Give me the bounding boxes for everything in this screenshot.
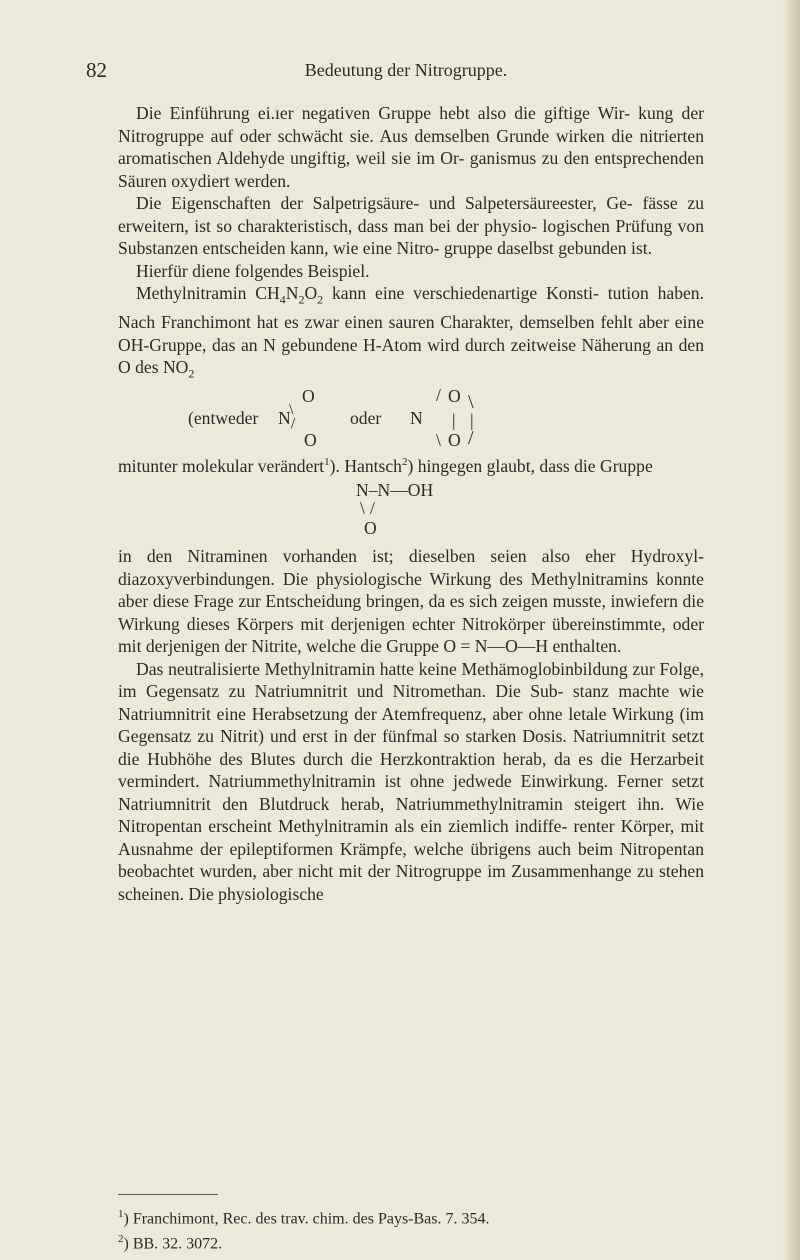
paragraph-5: mitunter molekular verändert$^1$). Hantsch$^2$) hingegen glaubt, dass die Gruppe	[118, 455, 653, 476]
page-edge-shadow	[782, 0, 800, 1260]
page-number: 82	[86, 58, 107, 82]
page-header	[86, 58, 726, 84]
footnote-divider	[118, 1194, 218, 1195]
footnote-2: $^2$) BB. 32. 3072.	[118, 1233, 223, 1253]
paragraph-7: Das neutralisierte Methylnitramin hatte keine Methämoglobinbildung zur Folge, im Gegensatz zu Natriumnitrit und Nitromethan. Die Sub- stanz machte wie Natriumnitrit eine Herabsetzung der Atemfrequenz, aber ohne letale Wirkung (im Gegensatz zu Nitrit) und erst in der fünfmal so starken Dosis. Natriumnitrit setzt die Hubhöhe des Blutes durch die Herzkontraktion herab, da es die Herzarbeit vermindert. Natriummethylnitramin ist ohne jedwede Einwirkung. Ferner setzt Natriumnitrit den Blutdruck herab, Natriummethylnitramin steigert ihn. Wie Nitropentan erscheint Methylnitramin als ein ziemlich indiffe- renter Körper, mit Ausnahme der epileptiformen Krämpfe, welche übrigens auch beim Nitropentan beobachtet wurden, aber nicht mit der Nitrogruppe im Zusammenhange zu stehen scheinen. Die physiologische	[118, 658, 704, 904]
running-title: Bedeutung der Nitrogruppe.	[304, 60, 508, 80]
footnote-ref-1: 1	[324, 456, 330, 469]
footnotes	[118, 1204, 698, 1255]
formula-o-upper-2: O	[448, 386, 461, 407]
footnote-ref-2: 2	[401, 456, 408, 469]
formula-oder: oder	[350, 408, 382, 429]
paragraph-1: Die Einführung ei.ıer negativen Gruppe hebt also die giftige Wir- kung der Nitrogruppe auf oder schwächt sie. Aus demselben Grunde wirken die nitrierten aromatischen Aldehyde ungiftig, weil sie im Or- ganismus zu den entsprechenden Säuren oxydiert werden.	[118, 103, 704, 191]
formula-n1: N	[278, 408, 291, 429]
hantsch-formula-top: N–N—OH	[356, 480, 434, 501]
body-text	[118, 102, 704, 905]
paragraph-4: Methylnitramin $CH_4N_2O_2$ kann eine verschiedenartige Konsti- tution haben. Nach Franchimont hat es zwar einen sauren Charakter, demselben fehlt aber eine OH-Gruppe, das an N gebundene H-Atom wird durch zeitweise Näherung an den O des $NO_2$	[118, 283, 704, 381]
paragraph-2: Die Eigenschaften der Salpetrigsäure- und Salpetersäureester, Ge- fässe zu erweitern, ist so charakteristisch, dass man bei der physio- logischen Prüfung von Substanzen entscheiden kann, wie eine Nitro- gruppe daselbst gebunden ist.	[118, 193, 704, 258]
paragraph-3: Hierfür diene folgendes Beispiel.	[136, 260, 370, 281]
formula-o-lower-1: O	[304, 430, 317, 451]
hantsch-formula-bottom: O	[364, 518, 377, 539]
hantsch-group-formula: N–N—OH \ / O	[356, 480, 434, 539]
formula-o-lower-2: O	[448, 430, 461, 451]
formula-entweder: (entweder	[188, 408, 259, 429]
paragraph-6: in den Nitraminen vorhanden ist; dieselben seien also eher Hydroxyl- diazoxyverbindungen. Die physiologische Wirkung des Methylnitramins konnte aber diese Frage zur Entscheidung bringen, da es sich zeigen musste, inwiefern die Wirkung dieses Körpers mit derjenigen echter Nitrokörper übereinstimmte, oder mit derjenigen der Nitrite, welche die Gruppe O = N—O—H enthalten.	[118, 546, 704, 657]
footnote-1: $^1$) Franchimont, Rec. des trav. chim. des Pays-Bas. 7. 354.	[118, 1208, 490, 1228]
formula-o-upper-1: O	[302, 386, 315, 407]
structure-formula-alternatives: (entweder N / \ O O oder N / O \ O | \ | /	[188, 385, 474, 451]
formula-n2: N	[410, 408, 423, 429]
